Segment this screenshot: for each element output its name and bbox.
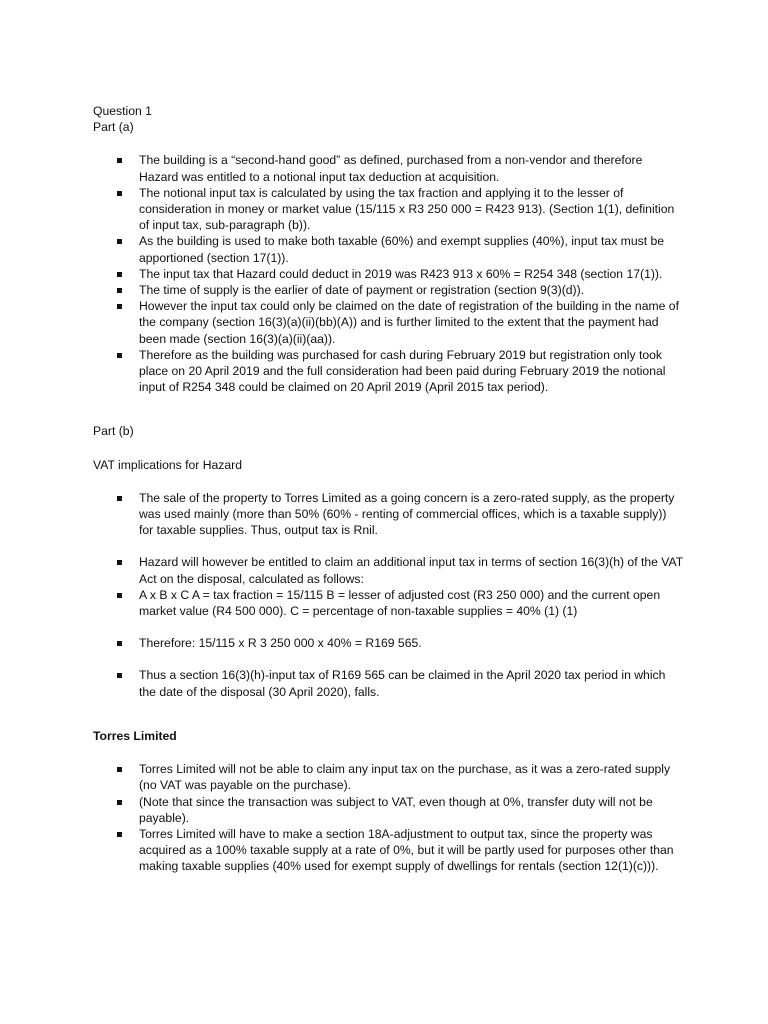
spacer [93,440,683,457]
list-item: The input tax that Hazard could deduct in 2019 was R423 913 x 60% = R254 348 (section 17(1)). [93,266,683,282]
list-item: Therefore: 15/115 x R 3 250 000 x 40% = R169 565. [93,635,683,651]
part-b-label: Part (b) [93,424,134,439]
spacer [93,700,683,728]
list-item: The building is a “second-hand good” as defined, purchased from a non-vendor and therefore Hazard was entitled to a notional input tax deduction at acquisition. [93,152,683,184]
list-item: (Note that since the transaction was subject to VAT, even though at 0%, transfer duty will not be payable). [93,794,683,826]
list-item: Torres Limited will not be able to claim any input tax on the purchase, as it was a zero-rated supply (no VAT was payable on the purchase). [93,761,683,793]
list-item: Hazard will however be entitled to claim an additional input tax in terms of section 16(3)(h) of the VAT Act on the disposal, calculated as follows: [93,554,683,586]
spacer [93,473,683,490]
torres-heading: Torres Limited [93,728,177,743]
list-item: The notional input tax is calculated by using the tax fraction and applying it to the lesser of consideration in money or market value (15/115 x R3 250 000 = R423 913). (Section 1(1), definition of input tax, sub-paragraph (b)). [93,185,683,234]
list-item: Thus a section 16(3)(h)-input tax of R169 565 can be claimed in the April 2020 tax period in which the date of the disposal (30 April 2020), falls. [93,667,683,699]
question-title: Question 1 [93,104,152,118]
part-a-label: Part (a) [93,120,134,135]
part-b-subheading: VAT implications for Hazard [93,457,243,472]
list-item: The time of supply is the earlier of date of payment or registration (section 9(3)(d)). [93,282,683,298]
spacer [93,135,683,152]
list-item: A x B x C A = tax fraction = 15/115 B = lesser of adjusted cost (R3 250 000) and the current open market value (R4 500 000). C = percentage of non-taxable supplies = 40% (1) (1) [93,587,683,619]
torres-list [93,761,683,874]
part-b-list [93,490,683,700]
list-item: Therefore as the building was purchased for cash during February 2019 but registration only took place on 20 April 2019 and the full consideration had been paid during February 2019 the notional input of R254 348 could be claimed on 20 April 2019 (April 2015 tax period). [93,347,683,396]
spacer [93,395,683,423]
list-item: As the building is used to make both taxable (60%) and exempt supplies (40%), input tax must be apportioned (section 17(1)). [93,233,683,265]
list-item: The sale of the property to Torres Limited as a going concern is a zero-rated supply, as the property was used mainly (more than 50% (60% - renting of commercial offices, which is a taxable supply)) for taxable supplies. Thus, output tax is Rnil. [93,490,683,539]
spacer [93,744,683,761]
list-item: However the input tax could only be claimed on the date of registration of the building in the name of the company (section 16(3)(a)(ii)(bb)(A)) and is further limited to the extent that the payment had been made (section 16(3)(a)(ii)(aa)). [93,298,683,347]
document-page [93,103,683,875]
part-a-list [93,152,683,395]
list-item: Torres Limited will have to make a section 18A-adjustment to output tax, since the property was acquired as a 100% taxable supply at a rate of 0%, but it will be partly used for purposes other than making taxable supplies (40% used for exempt supply of dwellings for rentals (section 12(1)(c))). [93,826,683,875]
